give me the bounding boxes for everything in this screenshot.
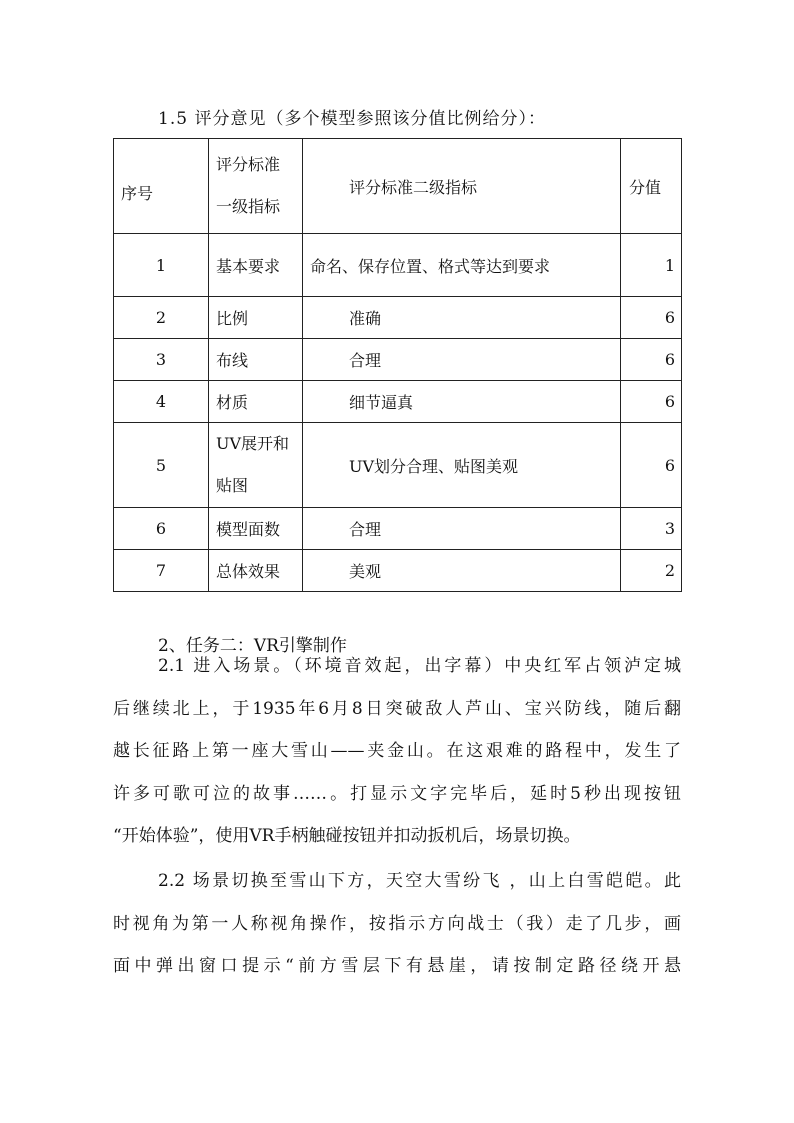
header-level1-line1: 评分标准: [216, 155, 281, 174]
header-level1-line2: 一级指标: [216, 197, 281, 216]
cell-level1: 布线: [209, 339, 303, 381]
cell-no: 1: [114, 234, 209, 297]
paragraph-line: 后继续北上，于1935年6月8日突破敌人芦山、宝兴防线，随后翻: [113, 698, 681, 719]
paragraph-line: 面中弹出窗口提示“前方雪层下有悬崖，请按制定路径绕开悬: [113, 956, 681, 976]
header-no: 序号: [114, 139, 209, 234]
paragraph-2-1: [113, 645, 681, 858]
paragraph-line: “开始体验”，使用VR手柄触碰按钮并扣动扳机后，场景切换。: [113, 826, 581, 846]
table-row: [114, 234, 682, 297]
cell-level1: 模型面数: [209, 508, 303, 550]
cell-level2: 美观: [303, 550, 621, 592]
cell-level1: 材质: [209, 381, 303, 423]
header-level1: [209, 139, 303, 234]
cell-score: 6: [621, 381, 682, 423]
cell-level1: 比例: [209, 297, 303, 339]
cell-level2: UV划分合理、贴图美观: [303, 423, 621, 508]
paragraph-2-2: [113, 860, 681, 988]
paragraph-line: 越长征路上第一座大雪山——夹金山。在这艰难的路程中，发生了: [113, 741, 681, 761]
cell-level2: 合理: [303, 508, 621, 550]
cell-no: 3: [114, 339, 209, 381]
cell-level2: 细节逼真: [303, 381, 621, 423]
section-heading-1-5: 1.5 评分意见（多个模型参照该分值比例给分）：: [158, 109, 546, 129]
cell-level1-line2: 贴图: [216, 476, 249, 495]
table-row: [114, 423, 682, 508]
paragraph-line: 许多可歌可泣的故事……。打显示文字完毕后，延时5秒出现按钮: [113, 783, 681, 804]
header-score: 分值: [621, 139, 682, 234]
table-header-row: [114, 139, 682, 234]
cell-score: 6: [621, 423, 682, 508]
cell-no: 2: [114, 297, 209, 339]
header-level2: 评分标准二级指标: [303, 139, 621, 234]
cell-level1: 基本要求: [209, 234, 303, 297]
paragraph-line: 2.1 进入场景。（环境音效起，出字幕）中央红军占领泸定城: [158, 656, 681, 676]
table-row: [114, 508, 682, 550]
section-title-task2: 2、任务二：VR引擎制作: [158, 636, 347, 656]
cell-level2: 合理: [303, 339, 621, 381]
cell-level1-line1: UV展开和: [216, 434, 290, 453]
table-row: [114, 381, 682, 423]
cell-score: 2: [621, 550, 682, 592]
paragraph-line: 时视角为第一人称视角操作，按指示方向战士（我）走了几步，画: [113, 913, 681, 934]
scoring-table: [113, 138, 682, 592]
cell-level1: [209, 423, 303, 508]
cell-score: 1: [621, 234, 682, 297]
cell-no: 7: [114, 550, 209, 592]
cell-no: 5: [114, 423, 209, 508]
paragraph-line: 2.2 场景切换至雪山下方，天空大雪纷飞 ，山上白雪皑皑。此: [158, 871, 681, 891]
cell-no: 4: [114, 381, 209, 423]
table-row: [114, 550, 682, 592]
table-row: [114, 339, 682, 381]
cell-score: 6: [621, 339, 682, 381]
cell-no: 6: [114, 508, 209, 550]
cell-level1: 总体效果: [209, 550, 303, 592]
cell-level2: 准确: [303, 297, 621, 339]
cell-level2: 命名、保存位置、格式等达到要求: [303, 234, 621, 297]
cell-score: 6: [621, 297, 682, 339]
table-row: [114, 297, 682, 339]
cell-score: 3: [621, 508, 682, 550]
